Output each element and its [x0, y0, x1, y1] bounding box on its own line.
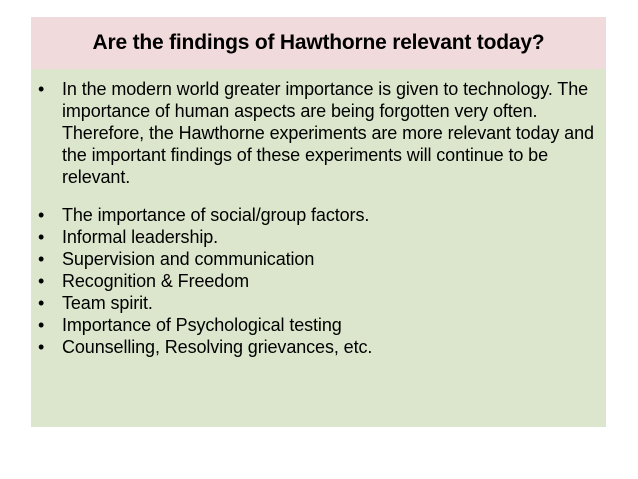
bullet-dot: • — [38, 337, 45, 357]
bullet-text: Informal leadership. — [62, 227, 219, 247]
bullet-dot: • — [38, 205, 45, 225]
bullet-item — [31, 292, 606, 314]
bullet-text: Team spirit. — [62, 293, 153, 313]
bullet-dot: • — [38, 79, 45, 99]
bullet-item — [31, 248, 606, 270]
bullet-item — [31, 314, 606, 336]
bullet-text: In the modern world greater importance is given to technology. The importance of human aspects are being forgotten very often. Therefore, the Hawthorne experiments are more relevant today and the important findings of these experiments will continue to be relevant. — [62, 79, 594, 187]
bullet-text: Importance of Psychological testing — [62, 315, 342, 335]
bullet-text: Recognition & Freedom — [62, 271, 249, 291]
bullet-item — [31, 204, 606, 226]
bullet-item — [31, 226, 606, 248]
bullet-dot: • — [38, 271, 45, 291]
bullet-dot: • — [38, 227, 45, 247]
bullet-item — [31, 336, 606, 358]
bullet-text: The importance of social/group factors. — [62, 205, 370, 225]
bullet-dot: • — [38, 293, 45, 313]
bullet-text: Supervision and communication — [62, 249, 315, 269]
bullet-dot: • — [38, 249, 45, 269]
slide-title: Are the findings of Hawthorne relevant today? — [92, 31, 545, 54]
content-panel — [31, 69, 606, 427]
bullet-list — [31, 78, 606, 358]
bullet-text: Counselling, Resolving grievances, etc. — [62, 337, 373, 357]
bullet-dot: • — [38, 315, 45, 335]
bullet-item — [31, 270, 606, 292]
title-banner — [31, 17, 606, 69]
bullet-paragraph — [31, 78, 606, 188]
